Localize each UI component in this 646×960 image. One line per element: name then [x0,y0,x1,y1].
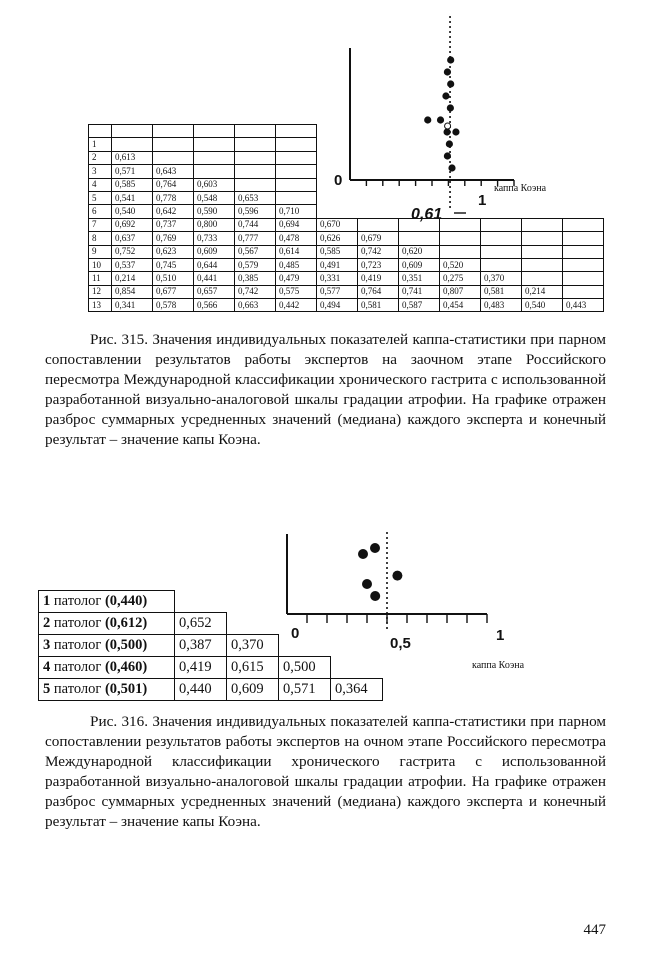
table1-cell [317,205,358,218]
table1-cell [481,245,522,258]
table1-cell [399,151,440,164]
figure1-data-point [437,116,444,123]
table1-cell [399,138,440,151]
table1-cell: 0,623 [153,245,194,258]
table1-cell [276,165,317,178]
table1-cell [153,125,194,138]
table1-cell [235,138,276,151]
table1-cell [563,272,604,285]
table1-cell [522,232,563,245]
table2-cell: 0,500 [279,657,331,679]
table1-row-number: 1 [89,138,112,151]
table1-cell [317,191,358,204]
table1-cell: 0,742 [235,285,276,298]
table1-cell [358,165,399,178]
table1-cell [481,205,522,218]
table1-cell: 0,454 [440,299,481,312]
table1-cell: 0,385 [235,272,276,285]
table1-cell: 0,643 [153,165,194,178]
table1-cell [481,178,522,191]
table2-cell [331,657,383,679]
table2-cell: 0,609 [227,679,279,701]
table1-cell [399,218,440,231]
table1-cell [317,151,358,164]
table1-row-number: 10 [89,258,112,271]
table1-cell: 0,214 [112,272,153,285]
table1-cell: 0,807 [440,285,481,298]
table1-cell [317,165,358,178]
table2-cell [227,591,279,613]
table1-row [89,205,604,218]
table2-cell: 0,370 [227,635,279,657]
table1-cell: 0,642 [153,205,194,218]
figure2-data-point [370,543,380,553]
table1-cell: 0,483 [481,299,522,312]
table1-cell [481,138,522,151]
table1-cell: 0,585 [112,178,153,191]
table1-cell [358,125,399,138]
figure1-x-tick-label-0: 0 [334,172,343,189]
table1-cell [522,138,563,151]
table1-cell: 0,214 [522,285,563,298]
table1-cell: 0,764 [153,178,194,191]
table1-cell: 0,744 [235,218,276,231]
table1-cell: 0,733 [194,232,235,245]
table2-pathologist-label: 5 патолог (0,501) [39,679,175,701]
table1-cell: 0,485 [276,258,317,271]
table1-cell: 0,737 [153,218,194,231]
table2-cell [175,591,227,613]
table1-cell [440,245,481,258]
table1-row-number: 4 [89,178,112,191]
table1-cell: 0,567 [235,245,276,258]
table1-cell [153,138,194,151]
table1-cell [235,178,276,191]
table1-cell: 0,679 [358,232,399,245]
figure1-data-point [447,56,454,63]
table1-cell [481,151,522,164]
table1-cell [440,138,481,151]
figure2-caption [45,712,606,832]
table1-cell [522,218,563,231]
table1-row [89,151,604,164]
table2-cell: 0,387 [175,635,227,657]
table1-row [89,232,604,245]
table1-cell: 0,596 [235,205,276,218]
table1-cell [153,151,194,164]
table2-cell [227,613,279,635]
table2-row [39,635,383,657]
table1-cell [399,205,440,218]
table1-cell: 0,419 [358,272,399,285]
table1-cell [563,125,604,138]
table1-cell [563,245,604,258]
table1-cell [399,125,440,138]
table1-cell: 0,777 [235,232,276,245]
table1-cell [358,191,399,204]
table1-cell [481,232,522,245]
table1-cell [563,218,604,231]
table1-cell: 0,694 [276,218,317,231]
table1-cell: 0,587 [399,299,440,312]
table1-cell: 0,581 [481,285,522,298]
table1-cell: 0,331 [317,272,358,285]
table1-cell [563,165,604,178]
table1-row-number [89,125,112,138]
table1-cell: 0,275 [440,272,481,285]
table2-cell: 0,440 [175,679,227,701]
table2-cell [331,591,383,613]
figure1-data-point [424,116,431,123]
table1-row [89,285,604,298]
table2-row [39,679,383,701]
table1-cell: 0,540 [112,205,153,218]
figure1-data-point [442,92,449,99]
table1-cell [317,125,358,138]
table1-cell: 0,351 [399,272,440,285]
table1-cell [112,125,153,138]
table1-row [89,191,604,204]
table1-cell: 0,442 [276,299,317,312]
table1-cell: 0,478 [276,232,317,245]
table1-cell [481,218,522,231]
table1-cell: 0,663 [235,299,276,312]
table1-cell [440,165,481,178]
table1-cell: 0,609 [194,245,235,258]
table1-cell: 0,575 [276,285,317,298]
table1-cell [522,151,563,164]
table1-row-number: 12 [89,285,112,298]
table1-cell [358,138,399,151]
table2-cell: 0,419 [175,657,227,679]
figure2-caption-text: Рис. 316. Значения индивидуальных показателей каппа-статистики при парном сопоставлении результатов работы экспертов на очном этапе Российского пересмотра Международной классификации хронического гастрита с использованной разработанной визуально-аналоговой шкалы градации атрофии. На графике отражен разброс суммарных усредненных значений (медиана) каждого эксперта и конечный результат – значение капы Коэна. [45,713,606,830]
table1-cell [522,165,563,178]
table1-row [89,138,604,151]
table1-cell [194,165,235,178]
table1-row-number: 5 [89,191,112,204]
table2-cell: 0,652 [175,613,227,635]
table2-cell: 0,364 [331,679,383,701]
table1-cell: 0,778 [153,191,194,204]
figure2-data-point [362,579,372,589]
table1-cell: 0,479 [276,272,317,285]
table1-cell: 0,710 [276,205,317,218]
table1-cell [235,165,276,178]
table1-cell: 0,764 [358,285,399,298]
table1-row-number: 7 [89,218,112,231]
table1-cell: 0,745 [153,258,194,271]
table1-cell: 0,370 [481,272,522,285]
table1-cell: 0,644 [194,258,235,271]
table1-cell: 0,441 [194,272,235,285]
table1-cell: 0,537 [112,258,153,271]
table1-row [89,299,604,312]
table1-cell [563,191,604,204]
table1-cell: 0,769 [153,232,194,245]
table1-cell [399,191,440,204]
table1-cell: 0,670 [317,218,358,231]
table1-row-number: 3 [89,165,112,178]
table1-cell [481,258,522,271]
table1-cell [440,125,481,138]
table1-cell [481,165,522,178]
table1-cell [563,258,604,271]
table1-cell: 0,620 [399,245,440,258]
table1-cell [522,191,563,204]
table1-cell [194,151,235,164]
table1-cell: 0,520 [440,258,481,271]
figure2-x-tick-label-2: 1 [496,627,505,644]
table1-cell [440,151,481,164]
table2-pathologist-label: 2 патолог (0,612) [39,613,175,635]
table1-row [89,218,604,231]
figure1-x-tick-label-1: 1 [478,192,487,209]
table1-cell: 0,603 [194,178,235,191]
figure2-x-tick-label-1: 0,5 [390,635,411,652]
page-number: 447 [583,922,606,938]
table1-cell: 0,590 [194,205,235,218]
table1-cell: 0,614 [276,245,317,258]
table1-cell [481,125,522,138]
table2-cell [279,635,331,657]
figure2-data-point [358,549,368,559]
table1-row [89,245,604,258]
table2-cell [279,613,331,635]
table1-cell: 0,692 [112,218,153,231]
table1-cell: 0,677 [153,285,194,298]
table1-cell [276,138,317,151]
table1-cell: 0,510 [153,272,194,285]
figure1-x-axis-label: каппа Коэна [494,183,547,194]
table1-cell [522,272,563,285]
table1-cell: 0,723 [358,258,399,271]
table1-cell [440,218,481,231]
table1-cell [522,245,563,258]
table1-cell [440,178,481,191]
table1-cell: 0,581 [358,299,399,312]
table1-cell [358,178,399,191]
table1-cell [563,178,604,191]
table1-row-number: 13 [89,299,112,312]
table2-cell [279,591,331,613]
table1-cell [317,178,358,191]
table1-cell [440,205,481,218]
table1-cell: 0,637 [112,232,153,245]
table1-cell [276,191,317,204]
table2-row [39,591,383,613]
table1-cell [399,165,440,178]
table1-cell [358,218,399,231]
table1-cell [358,205,399,218]
table1-cell: 0,541 [112,191,153,204]
table1-cell [358,151,399,164]
table2-pathologist-label: 4 патолог (0,460) [39,657,175,679]
table1-cell: 0,341 [112,299,153,312]
table2-row [39,657,383,679]
table1-cell [440,232,481,245]
table1-cell [235,151,276,164]
figure1-data-point [447,80,454,87]
table1-cell [563,138,604,151]
table1-cell: 0,752 [112,245,153,258]
table1-row [89,258,604,271]
table1-cell: 0,443 [563,299,604,312]
table1-cell: 0,741 [399,285,440,298]
table2-cell: 0,571 [279,679,331,701]
figure1-data-point [444,68,451,75]
figure1-caption-text: Рис. 315. Значения индивидуальных показателей каппа-статистики при парном сопоставлении результатов работы экспертов на заочном этапе Российского пересмотра Международной классификации хронического гастрита с использованной разработанной визуально-аналоговой шкалы градации атрофии. На графике отражен разброс суммарных усредненных значений (медиана) каждого эксперта и конечный результат – значение капы Коэна. [45,331,606,448]
figure2-data-point [392,571,402,581]
table1-cell: 0,548 [194,191,235,204]
table2-cell: 0,615 [227,657,279,679]
table1-cell: 0,800 [194,218,235,231]
table1-cell: 0,571 [112,165,153,178]
table2-pathologist-label: 3 патолог (0,500) [39,635,175,657]
table1-row-number: 9 [89,245,112,258]
figure1-median-label: 0,61 [411,206,443,222]
table1-cell: 0,579 [235,258,276,271]
table1-cell [563,151,604,164]
table1-row-number: 6 [89,205,112,218]
table1-cell [563,285,604,298]
table1-row [89,165,604,178]
figure2-x-axis-label: каппа Коэна [472,660,525,671]
table1-row-number: 11 [89,272,112,285]
table1-cell: 0,494 [317,299,358,312]
table1-cell [276,178,317,191]
table1-cell [481,191,522,204]
table1-cell [399,232,440,245]
table1-cell: 0,578 [153,299,194,312]
figure1-data-point [447,104,454,111]
table1-cell [522,258,563,271]
table1-cell: 0,613 [112,151,153,164]
table1-cell [522,178,563,191]
table1-cell [440,191,481,204]
table1-cell: 0,626 [317,232,358,245]
table2-row [39,613,383,635]
figure1-caption [45,330,606,450]
table1-cell [522,125,563,138]
table1-cell [276,125,317,138]
table1-cell [194,125,235,138]
table2-pathologist-label: 1 патолог (0,440) [39,591,175,613]
table1-cell: 0,540 [522,299,563,312]
table1-cell [112,138,153,151]
table1-cell: 0,653 [235,191,276,204]
table1-cell [563,205,604,218]
table1-row [89,125,604,138]
figure1-kappa-table [88,124,604,312]
table1-cell: 0,577 [317,285,358,298]
table1-cell [563,232,604,245]
table1-cell [194,138,235,151]
table1-cell: 0,585 [317,245,358,258]
table2-cell [331,635,383,657]
table1-row-number: 8 [89,232,112,245]
table1-cell: 0,566 [194,299,235,312]
table1-cell [235,125,276,138]
table2-cell [331,613,383,635]
table1-row [89,178,604,191]
table1-row-number: 2 [89,151,112,164]
table1-cell: 0,657 [194,285,235,298]
table1-cell [522,205,563,218]
table1-cell: 0,742 [358,245,399,258]
table1-cell [399,178,440,191]
table1-cell [317,138,358,151]
table1-row [89,272,604,285]
table1-cell [276,151,317,164]
table1-cell: 0,609 [399,258,440,271]
figure2-kappa-table [38,590,383,701]
table1-cell: 0,491 [317,258,358,271]
figure2-x-tick-label-0: 0 [291,625,300,642]
table1-cell: 0,854 [112,285,153,298]
